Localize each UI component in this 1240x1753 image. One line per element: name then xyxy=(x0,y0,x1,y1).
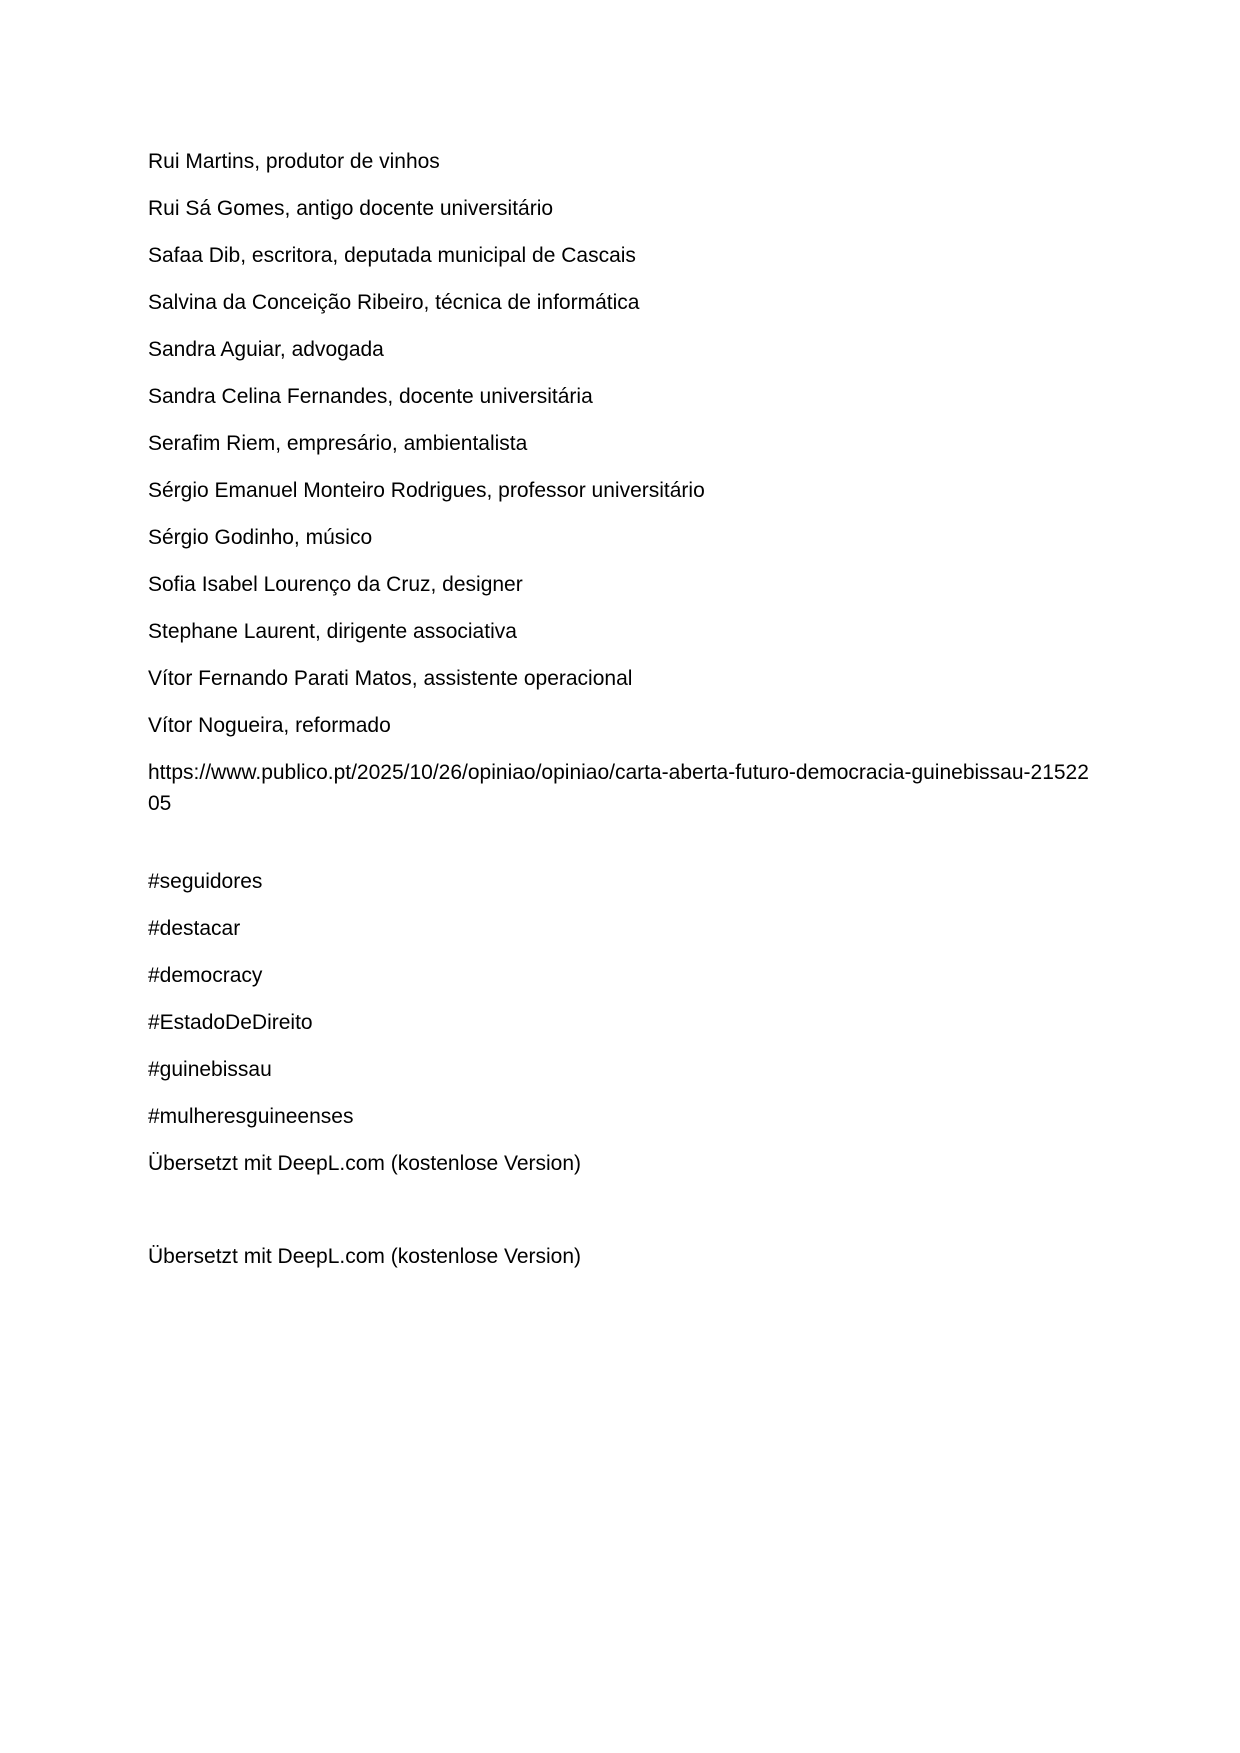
hashtag[interactable]: #destacar xyxy=(148,917,241,940)
signatory-line: Serafim Riem, empresário, ambientalista xyxy=(148,432,528,455)
hashtag[interactable]: #guinebissau xyxy=(148,1058,272,1081)
signatory-line: Sandra Aguiar, advogada xyxy=(148,338,384,361)
hashtag-list xyxy=(148,866,1098,1132)
translation-note: Übersetzt mit DeepL.com (kostenlose Version) xyxy=(148,1245,582,1268)
signatory-line: Safaa Dib, escritora, deputada municipal de Cascais xyxy=(148,244,636,267)
signatory-line: Vítor Fernando Parati Matos, assistente operacional xyxy=(148,667,633,690)
signatory-line: Stephane Laurent, dirigente associativa xyxy=(148,620,517,643)
signatory-line: Vítor Nogueira, reformado xyxy=(148,714,391,737)
signatory-list xyxy=(148,146,1098,741)
hashtag[interactable]: #EstadoDeDireito xyxy=(148,1011,313,1034)
source-url[interactable]: https://www.publico.pt/2025/10/26/opiniao/opiniao/carta-aberta-futuro-democracia-guinebissau-2152205 xyxy=(148,761,1089,815)
translation-note: Übersetzt mit DeepL.com (kostenlose Version) xyxy=(148,1152,582,1175)
signatory-line: Rui Martins, produtor de vinhos xyxy=(148,150,440,173)
signatory-line: Salvina da Conceição Ribeiro, técnica de informática xyxy=(148,291,640,314)
signatory-line: Sandra Celina Fernandes, docente universitária xyxy=(148,385,593,408)
hashtag[interactable]: #mulheresguineenses xyxy=(148,1105,354,1128)
signatory-line: Sérgio Godinho, músico xyxy=(148,526,373,549)
hashtag[interactable]: #democracy xyxy=(148,964,263,987)
signatory-line: Sofia Isabel Lourenço da Cruz, designer xyxy=(148,573,523,596)
signatory-line: Sérgio Emanuel Monteiro Rodrigues, professor universitário xyxy=(148,479,705,502)
hashtag[interactable]: #seguidores xyxy=(148,870,263,893)
document-body xyxy=(148,146,1098,1288)
signatory-line: Rui Sá Gomes, antigo docente universitário xyxy=(148,197,554,220)
